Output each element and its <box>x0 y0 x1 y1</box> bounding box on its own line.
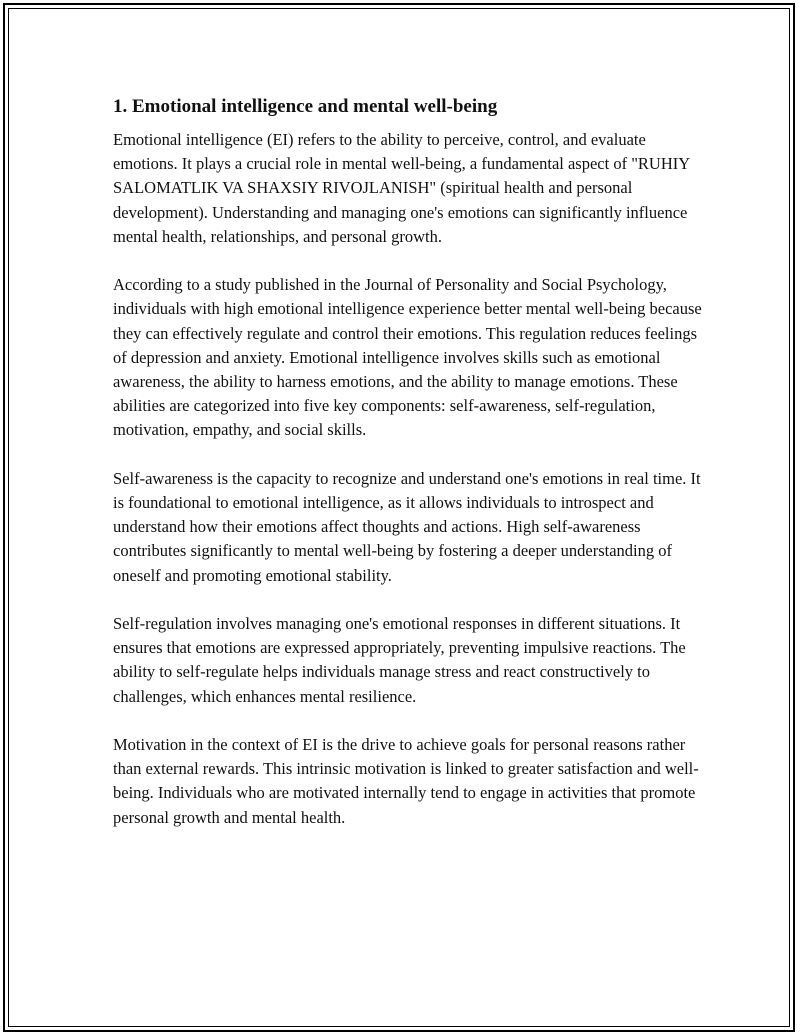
paragraph-study-findings: According to a study published in the Journal of Personality and Social Psychology, individuals with high emotional intelligence experience better mental well-being because they can effectively regulate and control their emotions. This regulation reduces feelings of depression and anxiety. Emotional intelligence involves skills such as emotional awareness, the ability to harness emotions, and the ability to manage emotions. These abilities are categorized into five key components: self-awareness, self-regulation, motivation, empathy, and social skills. <box>113 275 702 440</box>
paragraph-self-regulation: Self-regulation involves managing one's emotional responses in different situations. It ensures that emotions are expressed appropriately, preventing impulsive reactions. The ability to self-regulate helps individuals manage stress and react constructively to challenges, which enhances mental resilience. <box>113 614 686 706</box>
document-body <box>113 94 713 830</box>
paragraph-self-awareness: Self-awareness is the capacity to recognize and understand one's emotions in real time. It is foundational to emotional intelligence, as it allows individuals to introspect and understand how their emotions affect thoughts and actions. High self-awareness contributes significantly to mental well-being by fostering a deeper understanding of oneself and promoting emotional stability. <box>113 468 701 585</box>
paragraph-motivation: Motivation in the context of EI is the drive to achieve goals for personal reasons rather than external rewards. This intrinsic motivation is linked to greater satisfaction and well-being. Individuals who are motivated internally tend to engage in activities that promote personal growth and mental health. <box>113 735 699 827</box>
section-heading: 1. Emotional intelligence and mental well-being <box>113 96 498 117</box>
paragraph-ei-definition: Emotional intelligence (EI) refers to the ability to perceive, control, and evaluate emotions. It plays a crucial role in mental well-being, a fundamental aspect of "RUHIY SALOMATLIK VA SHAXSIY RIVOJLANISH" (spiritual health and personal development). Understanding and managing one's emotions can significantly influence mental health, relationships, and personal growth. <box>113 130 690 246</box>
